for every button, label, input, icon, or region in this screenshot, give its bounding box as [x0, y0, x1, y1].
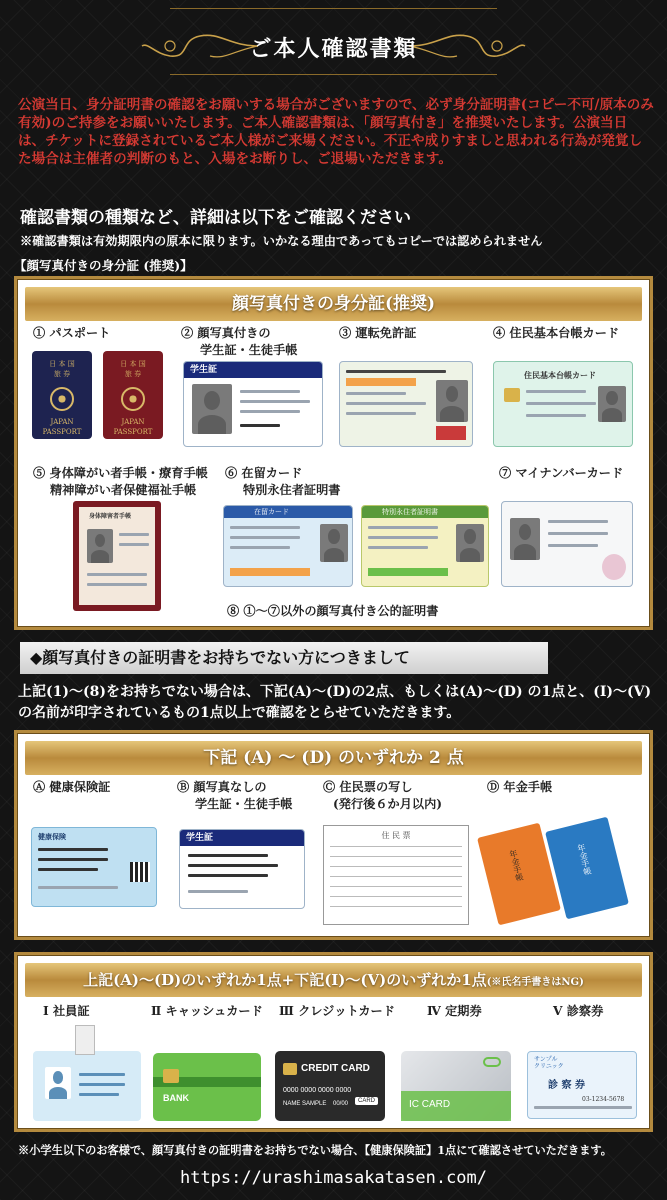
person-photo-icon [192, 384, 232, 434]
photo-id-panel [14, 276, 653, 630]
credit-card-exp: 00/00 [333, 1101, 349, 1107]
passport-text: PASSPORT [113, 428, 153, 436]
item-employee-label: Ⅰ 社員証 [43, 1004, 90, 1018]
student-id-card [183, 361, 323, 447]
nophoto-student-header: 学生証 [180, 830, 304, 846]
clinic-title: 診 察 券 [548, 1080, 585, 1091]
chrysanthemum-icon [121, 387, 145, 411]
site-url-link[interactable]: https://urashimasakatasen.com/ [179, 1168, 488, 1188]
passport-text: 旅 券 [124, 370, 142, 378]
clinic-card [527, 1051, 637, 1119]
cash-card [153, 1053, 261, 1121]
photo-id-panel-title: 顔写真付きの身分証(推奨) [25, 287, 642, 321]
clinic-phone: 03-1234-5678 [582, 1096, 625, 1103]
person-photo-icon [45, 1067, 71, 1099]
chrysanthemum-icon [50, 387, 74, 411]
credit-card-text: CREDIT CARD [301, 1063, 370, 1074]
header [0, 0, 667, 84]
pension-book-text: 年金手帳 [508, 848, 525, 883]
zairyu-header: 在留カード [224, 506, 352, 518]
item-license-label: ③ 運転免許証 [339, 326, 417, 340]
passport-text: 日 本 国 [120, 360, 146, 368]
combo-title-text: 上記(A)〜(D)のいずれか1点+下記(Ⅰ)〜(Ⅴ)のいずれか1点 [83, 971, 487, 989]
tokubetsu-card [361, 505, 489, 587]
person-photo-icon [436, 380, 468, 422]
ic-chip-icon [504, 388, 520, 402]
main-heading: 確認書類の種類など、詳細は以下をご確認ください [20, 208, 411, 228]
item-pension-label: Ⓓ 年金手帳 [487, 780, 553, 794]
item-other-label: ⑧ ①〜⑦以外の顔写真付き公的証明書 [227, 604, 439, 618]
item-nophoto-student-label2: 学生証・生徒手帳 [195, 797, 293, 811]
intro-text: 公演当日、身分証明書の確認をお願いする場合がございますので、必ず身分証明書(コピー不可/原本のみ有効)のご持参をお願いいたします。ご本人確認書類は、「顔写真付き」を推奨いたします。公演当日は、チケットに登録されているご本人様がご来場ください。不正や成りすましと思われる行為が発覚した場合は主催者の判断のもと、入場をお断りし、ご退場いただきます。 [18, 97, 654, 167]
footnote: ※小学生以下のお客様で、顔写真付きの証明書をお持ちでない場合、【健康保険証】1点にて確認させていただきます。 [18, 1143, 612, 1157]
person-photo-icon [510, 518, 540, 560]
handicap-book [73, 501, 161, 611]
passport-red [103, 351, 163, 439]
ic-chip-icon [283, 1063, 297, 1075]
item-student-label: ② 顔写真付きの [181, 326, 271, 340]
item-juminhyo-label: Ⓒ 住民票の写し [323, 780, 413, 794]
juminhyo-doc [323, 825, 469, 925]
item-mynumber-label: ⑦ マイナンバーカード [499, 466, 624, 480]
passport-text: 旅 券 [53, 370, 71, 378]
header-bottom-line [170, 74, 497, 75]
qr-code-icon [130, 862, 150, 882]
ic-pass-card [401, 1051, 511, 1121]
handicap-header: 身体障害者手帳 [89, 513, 132, 520]
employee-id-card [33, 1051, 141, 1121]
item-passport-label: ① パスポート [33, 326, 111, 340]
passport-navy [32, 351, 92, 439]
combo-title-note: (※氏名手書きはNG) [486, 977, 584, 988]
credit-card-name: NAME SAMPLE [283, 1101, 327, 1107]
passport-text: PASSPORT [42, 428, 82, 436]
item-juki-label: ④ 住民基本台帳カード [493, 326, 620, 340]
item-cash-card-label: Ⅱ キャッシュカード [151, 1004, 263, 1018]
student-card-header: 学生証 [184, 362, 322, 378]
photo-id-heading: 【顔写真付きの身分証 (推奨)】 [14, 258, 193, 273]
original-only-note: ※確認書類は有効期限内の原本に限ります。いかなる理由であってもコピーでは認められません [20, 234, 543, 248]
clinic-name: サンプル クリニック [534, 1056, 564, 1070]
item-juminhyo-label2: (発行後６か月以内) [333, 797, 443, 811]
no-photo-heading: ◆顔写真付きの証明書をお持ちでない方につきまして [20, 642, 548, 674]
bank-text: BANK [163, 1093, 189, 1103]
header-top-line [170, 8, 497, 9]
pension-book-text: 年金手帳 [576, 842, 593, 877]
item-zairyu-label2: 特別永住者証明書 [243, 483, 341, 497]
passport-text: 日 本 国 [49, 360, 75, 368]
nophoto-student-card [179, 829, 305, 909]
zairyu-card [223, 505, 353, 587]
credit-card-number: 0000 0000 0000 0000 [283, 1087, 352, 1094]
insurance-header: 健康保険 [38, 832, 66, 841]
no-photo-body: 上記(1)〜(8)をお持ちでない場合は、下記(A)〜(D)の2点、もしくは(A)〜(D) の1点と、(Ⅰ)〜(Ⅴ)の名前が印字されているもの1点以上で確認をとらせていただきます。 [18, 684, 652, 721]
credit-card [275, 1051, 385, 1121]
combo-panel-title [25, 963, 642, 997]
page-title: ご本人確認書類 [249, 36, 418, 62]
passport-text: JAPAN [50, 418, 74, 426]
ad-panel-title: 下記 (A) 〜 (D) のいずれか 2 点 [25, 741, 642, 775]
juki-card [493, 361, 633, 447]
person-photo-icon [320, 524, 348, 562]
juki-card-header: 住民基本台帳カード [524, 370, 596, 380]
item-clinic-label: Ⅴ 診察券 [553, 1004, 604, 1018]
person-photo-icon [598, 386, 626, 422]
tokubetsu-header: 特別永住者証明書 [362, 506, 488, 518]
item-handicap-label: ⑤ 身体障がい者手帳・療育手帳 [33, 466, 208, 480]
combo-panel [14, 952, 653, 1132]
ic-logo-icon [483, 1057, 501, 1067]
drivers-license-card [339, 361, 473, 447]
person-photo-icon [456, 524, 484, 562]
ic-card-text: IC CARD [409, 1099, 451, 1110]
credit-card-badge: CARD [355, 1097, 378, 1105]
item-handicap-label2: 精神障がい者保健福祉手帳 [50, 483, 197, 497]
item-credit-label: Ⅲ クレジットカード [279, 1004, 395, 1018]
item-insurance-label: Ⓐ 健康保険証 [33, 780, 111, 794]
ic-chip-icon [163, 1069, 179, 1083]
item-student-label2: 学生証・生徒手帳 [200, 343, 298, 357]
item-pass-label: Ⅳ 定期券 [427, 1004, 482, 1018]
ad-panel [14, 730, 653, 940]
item-zairyu-label: ⑥ 在留カード [225, 466, 303, 480]
item-nophoto-student-label: Ⓑ 顔写真なしの [177, 780, 267, 794]
passport-text: JAPAN [121, 418, 145, 426]
mynumber-card [501, 501, 633, 587]
insurance-card [31, 827, 157, 907]
juminhyo-header: 住 民 票 [381, 831, 411, 840]
person-photo-icon [87, 529, 113, 563]
